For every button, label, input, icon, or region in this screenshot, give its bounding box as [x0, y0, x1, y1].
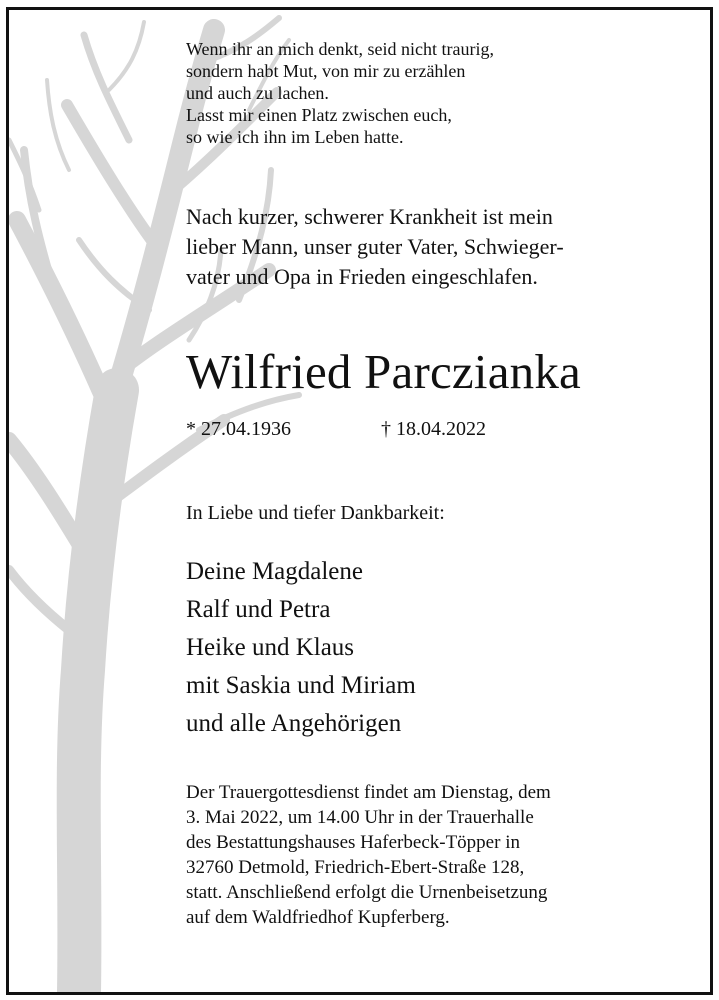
service-line: statt. Anschließend erfolgt die Urnenbeisetzung: [186, 882, 548, 903]
intro-line: lieber Mann, unser guter Vater, Schwieger-: [186, 234, 564, 259]
family-member: Deine Magdalene: [186, 558, 364, 585]
service-line: des Bestattungshauses Haferbeck-Töpper in: [186, 832, 520, 853]
service-line: Der Trauergottesdienst findet am Dienstag, dem: [186, 782, 551, 803]
deceased-name: Wilfried Parczianka: [186, 344, 581, 399]
service-line: auf dem Waldfriedhof Kupferberg.: [186, 907, 450, 928]
poem-line: Wenn ihr an mich denkt, seid nicht traurig,: [186, 39, 494, 59]
intro-line: Nach kurzer, schwerer Krankheit ist mein: [186, 204, 553, 229]
family-member: und alle Angehörigen: [186, 710, 402, 737]
dedication: In Liebe und tiefer Dankbarkeit:: [186, 502, 445, 524]
death-date: † 18.04.2022: [381, 418, 486, 440]
service-line: 3. Mai 2022, um 14.00 Uhr in der Trauerhalle: [186, 807, 534, 828]
poem: [186, 38, 494, 148]
intro-text: [186, 202, 564, 292]
poem-line: so wie ich ihn im Leben hatte.: [186, 127, 404, 147]
family-member: mit Saskia und Miriam: [186, 672, 416, 699]
family-member: Ralf und Petra: [186, 596, 331, 623]
birth-date: * 27.04.1936: [186, 418, 291, 440]
poem-line: und auch zu lachen.: [186, 83, 329, 103]
poem-line: sondern habt Mut, von mir zu erzählen: [186, 61, 466, 81]
service-line: 32760 Detmold, Friedrich-Ebert-Straße 128,: [186, 857, 525, 878]
life-dates: [186, 416, 486, 442]
poem-line: Lasst mir einen Platz zwischen euch,: [186, 105, 452, 125]
intro-line: vater und Opa in Frieden eingeschlafen.: [186, 264, 538, 289]
service-info: [186, 780, 551, 930]
obituary-frame: [6, 7, 713, 995]
family-list: [186, 553, 416, 743]
family-member: Heike und Klaus: [186, 634, 355, 661]
